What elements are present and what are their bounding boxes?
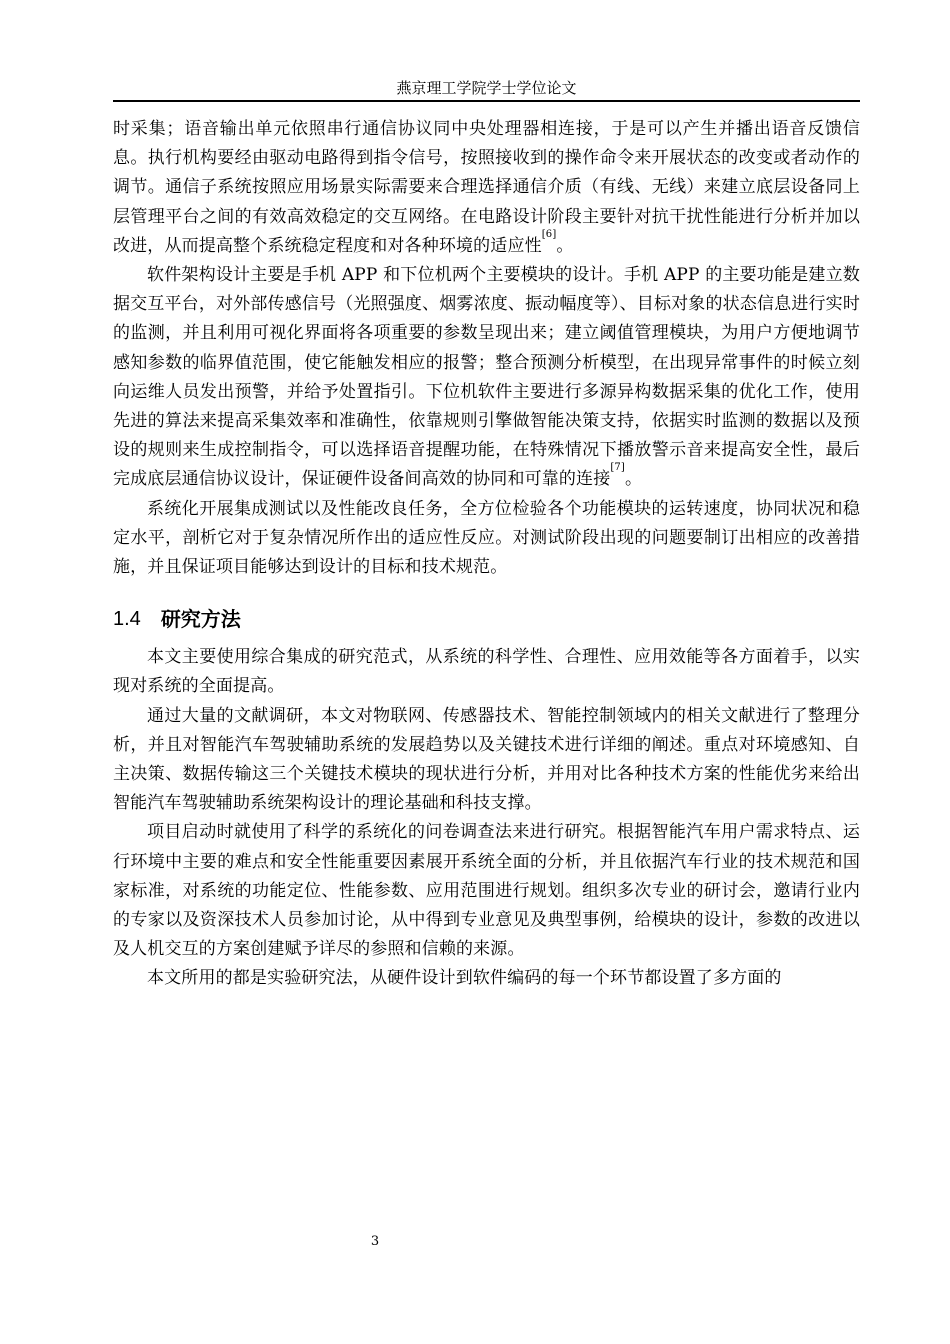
paragraph: 本文所用的都是实验研究法，从硬件设计到软件编码的每一个环节都设置了多方面的 (147, 968, 782, 989)
page-number: 3 (370, 1234, 380, 1249)
section-number: 1.4 (113, 608, 141, 631)
paragraph-text: 系统化开展集成测试以及性能改良任务，全方位检验各个功能模块的运转速度，协同状况和稳定水平，剖析它对于复杂情况所作出的适应性反应。对测试阶段出现的问题要制订出相应的改善措施，并且保证项目能够达到设计的目标和技术规范。 (113, 498, 860, 578)
paragraph: 本文主要使用综合集成的研究范式，从系统的科学性、合理性、应用效能等各方面着手，以实现对系统的全面提高。 (113, 647, 860, 697)
running-header: 燕京理工学院学士学位论文 (396, 79, 577, 97)
citation: [6] (541, 228, 557, 240)
paragraph: 项目启动时就使用了科学的系统化的问卷调查法来进行研究。根据智能汽车用户需求特点、运行环境中主要的难点和安全性能重要因素展开系统全面的分析，并且依据汽车行业的技术规范和国家标准，对系统的功能定位、性能参数、应用范围进行规划。组织多次专业的研讨会，邀请行业内的专家以及资深技术人员参加讨论，从中得到专业意见及典型事例，给模块的设计，参数的改进以及人机交互的方案创建赋予详尽的参照和信赖的来源。 (113, 822, 860, 960)
citation: [7] (610, 462, 625, 474)
paragraph-tail: 。 (556, 235, 574, 256)
paragraph-tail: 。 (624, 469, 643, 490)
paragraph-text: 软件架构设计主要是手机 APP 和下位机两个主要模块的设计。手机 APP 的主要功能是建立数据交互平台，对外部传感信号（光照强度、烟雾浓度、振动幅度等）、目标对象的状态信息进行实时的监测，并且利用可视化界面将各项重要的参数呈现出来；建立阈值管理模块，为用户方便地调节感知参数的临界值范围，使它能触发相应的报警；整合预测分析模型，在出现异常事件的时候立刻向运维人员发出预警，并给予处置指引。下位机软件主要进行多源异构数据采集的优化工作，使用先进的算法来提高采集效率和准确性，依靠规则引擎做智能决策支持，依据实时监测的数据以及预设的规则来生成控制指令，可以选择语音提醒功能，在特殊情况下播放警示音来提高安全性，最后完成底层通信协议设计，保证硬件设备间高效的协同和可靠的连接 (113, 265, 860, 490)
section-title: 研究方法 (160, 607, 241, 632)
paragraph-text: 时采集；语音输出单元依照串行通信协议同中央处理器相连接，于是可以产生并播出语音反馈信息。执行机构要经由驱动电路得到指令信号，按照接收到的操作命令来开展状态的改变或者动作的调节。通信子系统按照应用场景实际需要来合理选择通信介质（有线、无线）来建立底层设备同上层管理平台之间的有效高效稳定的交互网络。在电路设计阶段主要针对抗干扰性能进行分析并加以改进，从而提高整个系统稳定程度和对各种环境的适应性 (113, 119, 860, 256)
paragraph: 通过大量的文献调研，本文对物联网、传感器技术、智能控制领域内的相关文献进行了整理分析，并且对智能汽车驾驶辅助系统的发展趋势以及关键技术进行详细的阐述。重点对环境感知、自主决策、数据传输这三个关键技术模块的现状进行分析，并用对比各种技术方案的性能优劣来给出智能汽车驾驶辅助系统架构设计的理论基础和科技支撑。 (113, 705, 860, 814)
header-divider (113, 100, 860, 102)
paragraph (113, 115, 860, 261)
body-text (113, 115, 860, 994)
section-heading (113, 604, 860, 634)
paragraph (113, 261, 860, 495)
paragraph (113, 495, 860, 583)
